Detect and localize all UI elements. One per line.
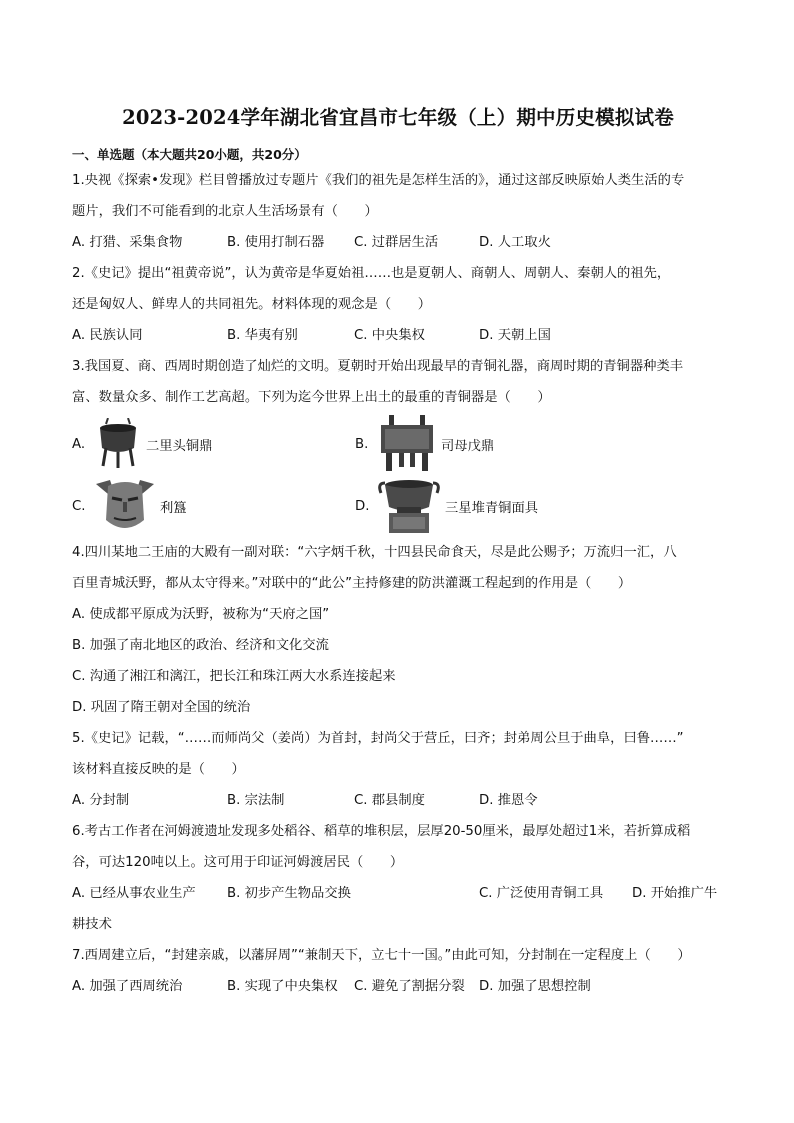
- option-label: 二里头铜鼎: [146, 438, 213, 454]
- question-text-line: 6.考古工作者在河姆渡遗址发现多处稻谷、稻草的堆积层，层厚20-50厘米，最厚处超过1米，若折算成稻: [72, 824, 691, 839]
- li-gui-icon: [377, 477, 441, 535]
- question-text-line: 该材料直接反映的是（ ）: [72, 762, 245, 777]
- option-c[interactable]: C. 过群居生活: [354, 235, 439, 250]
- option-b[interactable]: B. 初步产生物品交换: [227, 886, 351, 901]
- option-letter: C.: [72, 498, 86, 514]
- question-text-line: 富、数量众多、制作工艺高超。下列为迄今世界上出土的最重的青铜器是（ ）: [72, 390, 551, 405]
- question-6: [72, 816, 724, 940]
- option-d[interactable]: D. 加强了思想控制: [479, 979, 591, 994]
- option-b[interactable]: B. 使用打制石器: [227, 235, 325, 250]
- option-a[interactable]: A. 已经从事农业生产: [72, 886, 196, 901]
- option-d[interactable]: D. 人工取火: [479, 235, 551, 250]
- option-label: 司母戊鼎: [441, 438, 495, 454]
- option-letter: B.: [355, 436, 369, 452]
- question-text-line: 还是匈奴人、鲜卑人的共同祖先。材料体现的观念是（ ）: [72, 297, 432, 312]
- option-c[interactable]: [72, 476, 355, 536]
- question-3: [72, 351, 724, 537]
- image-options-row: [72, 475, 724, 537]
- option-a[interactable]: A. 打猎、采集食物: [72, 235, 183, 250]
- question-text-line: 百里青城沃野，都从太守得来。”对联中的“此公”主持修建的防洪灌溉工程起到的作用是（ ）: [72, 576, 632, 591]
- option-b[interactable]: B. 华夷有别: [227, 328, 298, 343]
- option-c[interactable]: C. 广泛使用青铜工具: [479, 886, 604, 901]
- option-d[interactable]: [355, 477, 638, 535]
- options-row: [72, 785, 724, 816]
- question-7: [72, 940, 724, 1002]
- option-label: 利簋: [160, 500, 187, 516]
- option-a[interactable]: [72, 418, 355, 470]
- option-d[interactable]: D. 天朝上国: [479, 328, 551, 343]
- bronze-mask-icon: [94, 476, 156, 536]
- option-b[interactable]: [355, 415, 638, 473]
- erlitou-ding-icon: [94, 418, 142, 470]
- option-c[interactable]: C. 避免了割据分裂: [354, 979, 465, 994]
- option-a[interactable]: A. 分封制: [72, 793, 130, 808]
- option-d[interactable]: D. 巩固了隋王朝对全国的统治: [72, 700, 251, 715]
- option-c[interactable]: C. 中央集权: [354, 328, 425, 343]
- option-a[interactable]: A. 民族认同: [72, 328, 143, 343]
- option-a[interactable]: A. 使成都平原成为沃野，被称为“天府之国”: [72, 607, 330, 622]
- question-1: [72, 165, 724, 258]
- options-row: [72, 227, 724, 258]
- question-2: [72, 258, 724, 351]
- option-letter: D.: [355, 498, 370, 514]
- options-row: [72, 878, 724, 909]
- options-row: [72, 320, 724, 351]
- page-title: 2023-2024学年湖北省宜昌市七年级（上）期中历史模拟试卷: [122, 106, 674, 129]
- option-d[interactable]: D. 推恩令: [479, 793, 538, 808]
- option-d[interactable]: D. 开始推广牛: [632, 886, 718, 901]
- question-text-line: 题片，我们不可能看到的北京人生活场景有（ ）: [72, 204, 378, 219]
- option-b[interactable]: B. 加强了南北地区的政治、经济和文化交流: [72, 638, 329, 653]
- option-label: 三星堆青铜面具: [445, 500, 539, 516]
- image-options-row: [72, 413, 724, 475]
- options-row: [72, 971, 724, 1002]
- question-text-line: 3.我国夏、商、西周时期创造了灿烂的文明。夏朝时开始出现最早的青铜礼器，商周时期的青铜器种类丰: [72, 359, 684, 374]
- question-4: [72, 537, 724, 723]
- option-b[interactable]: B. 实现了中央集权: [227, 979, 338, 994]
- option-letter: A.: [72, 436, 86, 452]
- question-text-line: 2.《史记》提出“祖黄帝说”，认为黄帝是华夏始祖……也是夏朝人、商朝人、周朝人、秦朝人的祖先，: [72, 266, 671, 281]
- option-c[interactable]: C. 沟通了湘江和漓江，把长江和珠江两大水系连接起来: [72, 669, 396, 684]
- question-text-line: 1.央视《探索•发现》栏目曾播放过专题片《我们的祖先是怎样生活的》，通过这部反映原始人类生活的专: [72, 173, 685, 188]
- question-text-line: 5.《史记》记载，“……而师尚父（姜尚）为首封，封尚父于营丘，曰齐；封弟周公旦于曲阜，曰鲁……”: [72, 731, 684, 746]
- question-text-line: 谷，可达120吨以上。这可用于印证河姆渡居民（ ）: [72, 855, 404, 870]
- question-text-line: 7.西周建立后，“封建亲戚，以藩屏周”“兼制天下，立七十一国。”由此可知，分封制在一定程度上（ ）: [72, 948, 691, 963]
- simuwu-ding-icon: [377, 415, 437, 473]
- section-header: 一、单选题（本大题共20小题，共20分）: [72, 147, 307, 162]
- question-text-line: 4.四川某地二王庙的大殿有一副对联：“六字炳千秋，十四县民命食天，尽是此公赐予；万流归一汇，八: [72, 545, 677, 560]
- option-a[interactable]: A. 加强了西周统治: [72, 979, 183, 994]
- option-b[interactable]: B. 宗法制: [227, 793, 285, 808]
- option-d-continuation: 耕技术: [72, 917, 112, 932]
- question-5: [72, 723, 724, 816]
- option-c[interactable]: C. 郡县制度: [354, 793, 425, 808]
